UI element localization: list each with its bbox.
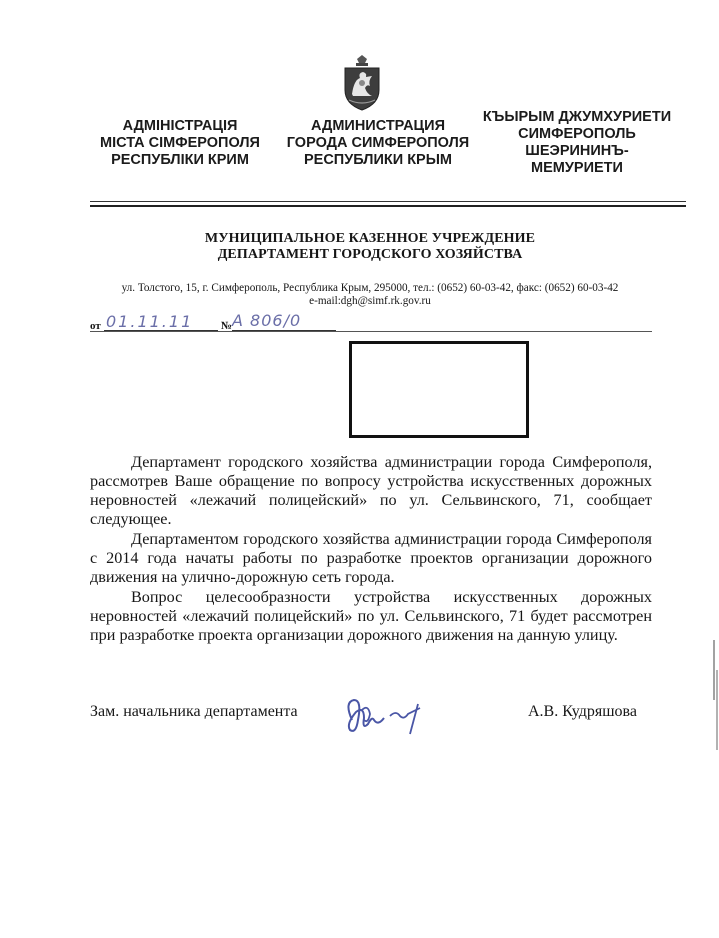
reference-date-value: 01.11.11: [106, 312, 194, 331]
header-center-line: ГОРОДА СИМФЕРОПОЛЯ: [286, 135, 470, 151]
header-right-line: КЪЫРЫМ ДЖУМХУРИЕТИ: [482, 109, 672, 125]
reference-date-label: от: [90, 320, 101, 332]
header-left-line: РЕСПУБЛІКИ КРИМ: [111, 152, 249, 168]
header-left-ukrainian: [80, 118, 280, 169]
header-right-line: МЕМУРИЕТИ: [531, 160, 623, 176]
header-right-crimean-tatar: [472, 109, 682, 177]
redacted-recipient-box: [349, 341, 529, 438]
organization-line-2: ДЕПАРТАМЕНТ ГОРОДСКОГО ХОЗЯЙСТВА: [217, 247, 523, 262]
body-paragraph: Департамент городского хозяйства администрации города Симферополя, рассмотрев Ваше обращение по вопросу устройства искусственных дорожных неровностей «лежачий полицейский» по ул. Сельвинского, 71, сообщает следующее.: [90, 453, 652, 528]
reference-underline: [90, 331, 652, 332]
header-right-line: СИМФЕРОПОЛЬ: [518, 126, 636, 142]
header-center-line: РЕСПУБЛИКИ КРЫМ: [303, 152, 452, 168]
handwritten-signature: [338, 690, 430, 742]
header-center-line: АДМИНИСТРАЦИЯ: [310, 118, 445, 134]
signatory-name: А.В. Кудряшова: [528, 703, 637, 720]
header-left-line: АДМІНІСТРАЦІЯ: [122, 118, 238, 134]
reference-number-label: №: [221, 320, 233, 332]
scan-edge-marks: [708, 640, 719, 750]
organization-line-1: МУНИЦИПАЛЬНОЕ КАЗЕННОЕ УЧРЕЖДЕНИЕ: [204, 231, 536, 246]
organization-email: e-mail:dgh@simf.rk.gov.ru: [309, 295, 431, 307]
header-center-russian: [278, 118, 478, 169]
header-divider-thin: [90, 201, 686, 202]
reference-number-underline: [232, 330, 336, 331]
header-left-line: МІСТА СІМФЕРОПОЛЯ: [100, 135, 260, 151]
reference-number-value: А 806/0: [232, 311, 302, 330]
body-paragraph: Вопрос целесообразности устройства искусственных дорожных неровностей «лежачий полицейский» по ул. Сельвинского, 71 будет рассмотрен при разработке проекта организации дорожного движения на данную улицу.: [90, 588, 652, 644]
body-paragraph: Департаментом городского хозяйства администрации города Симферополя с 2014 года начаты работы по разработке проектов организации дорожного движения на улично-дорожную сеть города.: [90, 530, 652, 586]
header-right-line: ШЕЭРИНИНЪ-: [525, 143, 629, 159]
crimea-coat-of-arms-icon: [341, 54, 383, 112]
organization-address: ул. Толстого, 15, г. Симферополь, Республика Крым, 295000, тел.: (0652) 60-03-42, факс: (0652) 60-03-42: [121, 282, 619, 294]
header-divider-thick: [90, 205, 686, 207]
signatory-title: Зам. начальника департамента: [90, 703, 298, 720]
